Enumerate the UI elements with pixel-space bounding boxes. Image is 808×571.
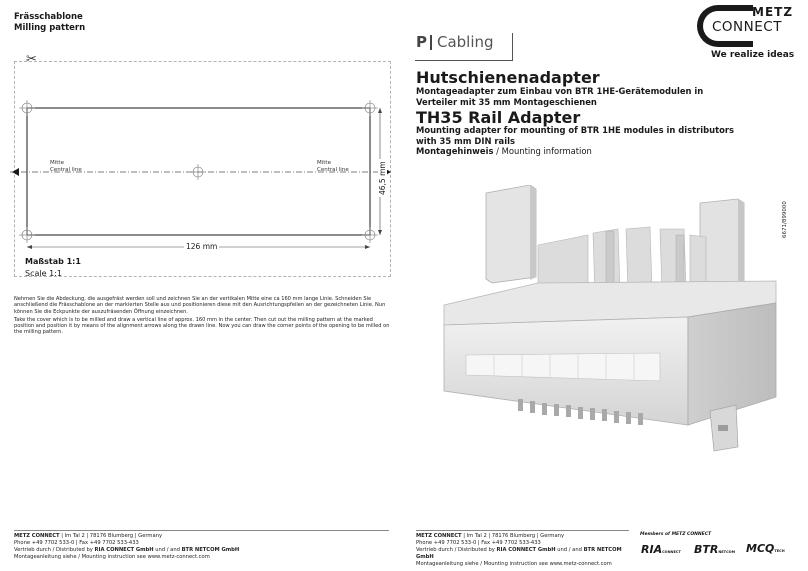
milling-header-de: Frässchablone <box>14 12 83 22</box>
height-label: 46,5 mm <box>378 161 387 195</box>
footer-left: METZ CONNECT | Im Tal 2 | 78176 Blumberg | Germany Phone +49 7702 533-0 | Fax +49 7702 533-433 Vertrieb durch / Distributed by RIA CONNECT GmbH und / and BTR NETCOM GmbH Montageanleitung siehe / Mounting instruction see www.metz-connect.com <box>14 533 240 560</box>
logo-metz: METZ <box>752 5 794 19</box>
btr-logo: BTRNETCOM <box>694 543 736 556</box>
category-letter: P <box>416 33 427 51</box>
ria-logo: RIACONNECT <box>641 543 681 556</box>
rail-adapter-photo <box>438 185 782 455</box>
scale-en: Scale 1:1 <box>25 269 62 278</box>
instructions <box>14 296 394 336</box>
article-number: 6671/899000 <box>782 201 788 238</box>
mounting-de: Montagehinweis <box>416 146 494 156</box>
title-de: Hutschienenadapter <box>416 68 600 87</box>
mcq-logo: MCQTECH <box>746 542 785 555</box>
logo-connect: CONNECT <box>712 19 782 35</box>
subtitle-de: Montageadapter zum Einbau von BTR 1HE-Gerätemodulen in Verteiler mit 35 mm Montageschienen <box>416 86 704 107</box>
instructions-en: Take the cover which is to be milled and draw a vertical line of approx. 160 mm in the center. Then cut out the milling pattern at the marked position and position it by means of the alignment arrows along the drawn line. Now you can draw the corner points of the opening to be milled on the milling pattern. <box>14 316 390 336</box>
title-en: TH35 Rail Adapter <box>416 108 581 127</box>
scale-info <box>25 256 81 280</box>
mounting-info <box>416 146 592 157</box>
width-label: 126 mm <box>186 242 218 251</box>
subtitle-en: Mounting adapter for mounting of BTR 1HE modules in distributors with 35 mm DIN rails <box>416 125 734 146</box>
instructions-de: Nehmen Sie die Abdeckung, die ausgefräst werden soll und zeichnen Sie an der vertikalen Mitte eine ca 160 mm lange Linie. Schneiden Sie anschließend die Frässchablone an der markierten Stelle aus und positionieren diese mit den Ausrichtungspfeilen an der gezeichneten Linie. Nun können Sie die Eckpunkte der auszufräsenden Öffnung einzeichnen. <box>14 296 386 315</box>
milling-drawing <box>10 95 395 255</box>
scale-de: Maßstab 1:1 <box>25 257 81 266</box>
members-label: Members of METZ CONNECT <box>640 532 712 537</box>
category-label: Cabling <box>437 33 494 51</box>
category-divider <box>430 35 432 50</box>
milling-header <box>14 12 85 34</box>
footer-rule-right <box>416 530 629 531</box>
center-label-right: Mitte Central line <box>317 160 349 173</box>
center-label-left: Mitte Central line <box>50 160 82 173</box>
footer-right: METZ CONNECT | Im Tal 2 | 78176 Blumberg | Germany Phone +49 7702 533-0 | Fax +49 7702 533-433 Vertrieb durch / Distributed by RIA CONNECT GmbH und / and BTR NETCOM GmbH Montageanleitung siehe / Mounting instruction see www.metz-connect.com <box>416 533 622 567</box>
scissors-icon: ✂ <box>26 52 37 67</box>
footer-rule-left <box>14 530 389 531</box>
logo-slogan: We realize ideas <box>711 50 795 60</box>
milling-header-en: Milling pattern <box>14 23 86 33</box>
align-arrow-left-icon <box>12 168 19 176</box>
mounting-en: / Mounting information <box>496 146 592 156</box>
